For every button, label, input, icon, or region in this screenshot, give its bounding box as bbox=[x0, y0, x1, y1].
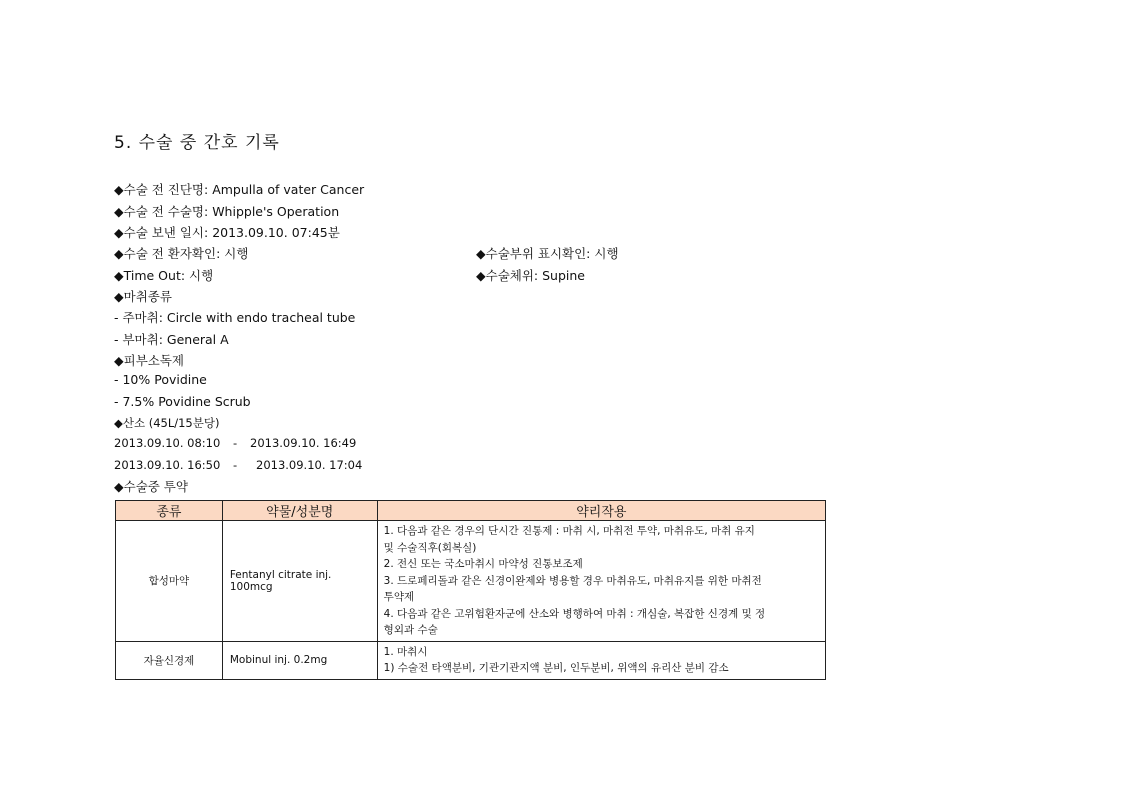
table-row bbox=[116, 641, 826, 679]
effect-line: 형외과 수술 bbox=[383, 624, 438, 636]
oxygen-end: 2013.09.10. 17:04 bbox=[256, 458, 363, 472]
main-anesthesia: - 주마취: Circle with endo tracheal tube bbox=[114, 310, 356, 325]
effect-line: 1. 마취시 bbox=[383, 645, 428, 658]
meds-heading: ◆수술중 투약 bbox=[114, 479, 188, 494]
table-row bbox=[116, 521, 826, 642]
cell-kind: 합성마약 bbox=[116, 521, 223, 642]
site-mark-check: ◆수술부위 표시확인: 시행 bbox=[476, 246, 619, 261]
header-kind: 종류 bbox=[116, 501, 223, 521]
surgical-position: ◆수술체위: Supine bbox=[476, 268, 585, 283]
disinfection-heading: ◆피부소독제 bbox=[114, 353, 184, 368]
oxygen-start: 2013.09.10. 08:10 bbox=[114, 436, 221, 450]
cell-drug: Mobinul inj. 0.2mg bbox=[222, 641, 377, 679]
oxygen-end: 2013.09.10. 16:49 bbox=[250, 436, 357, 450]
cell-effect bbox=[377, 521, 825, 642]
cell-drug: Fentanyl citrate inj. 100mcg bbox=[222, 521, 377, 642]
patient-check: ◆수술 전 환자확인: 시행 bbox=[114, 246, 249, 261]
effect-line: 1. 다음과 같은 경우의 단시간 진통제 : 마취 시, 마취전 투약, 마취유도, 마취 유지 bbox=[383, 525, 755, 537]
effect-line: 4. 다음과 같은 고위험환자군에 산소와 병행하여 마취 : 개심술, 복잡한 신경계 및 정 bbox=[383, 607, 766, 620]
time-out: ◆Time Out: 시행 bbox=[114, 268, 214, 283]
oxygen-separator: - bbox=[233, 436, 238, 450]
pre-diagnosis: ◆수술 전 진단명: Ampulla of vater Cancer bbox=[114, 182, 365, 197]
cell-effect bbox=[377, 641, 825, 679]
send-time: ◆수술 보낸 일시: 2013.09.10. 07:45분 bbox=[114, 225, 340, 240]
oxygen-heading: ◆산소 (45L/15분당) bbox=[114, 416, 220, 430]
sub-anesthesia: - 부마취: General A bbox=[114, 332, 229, 347]
disinfection-item: - 7.5% Povidine Scrub bbox=[114, 394, 251, 409]
effect-line: 2. 전신 또는 국소마취시 마약성 진통보조제 bbox=[383, 558, 583, 570]
effect-line: 및 수술직후(회복실) bbox=[383, 541, 477, 554]
oxygen-separator: - bbox=[233, 458, 238, 472]
oxygen-start: 2013.09.10. 16:50 bbox=[114, 458, 221, 472]
anesthesia-heading: ◆마취종류 bbox=[114, 289, 172, 304]
effect-line: 1) 수술전 타액분비, 기관기관지액 분비, 인두분비, 위액의 유리산 분비 감소 bbox=[383, 662, 729, 674]
section-title: 5. 수술 중 간호 기록 bbox=[114, 133, 280, 153]
disinfection-item: - 10% Povidine bbox=[114, 372, 207, 387]
effect-line: 투약제 bbox=[383, 591, 415, 603]
table-header-row bbox=[116, 501, 826, 521]
header-effect: 약리작용 bbox=[377, 501, 825, 521]
medication-table bbox=[115, 500, 826, 680]
cell-kind: 자율신경제 bbox=[116, 641, 223, 679]
header-drug: 약물/성분명 bbox=[222, 501, 377, 521]
effect-line: 3. 드로페리돌과 같은 신경이완제와 병용할 경우 마취유도, 마취유지를 위한 마취전 bbox=[383, 574, 762, 587]
pre-operation: ◆수술 전 수술명: Whipple's Operation bbox=[114, 204, 340, 219]
